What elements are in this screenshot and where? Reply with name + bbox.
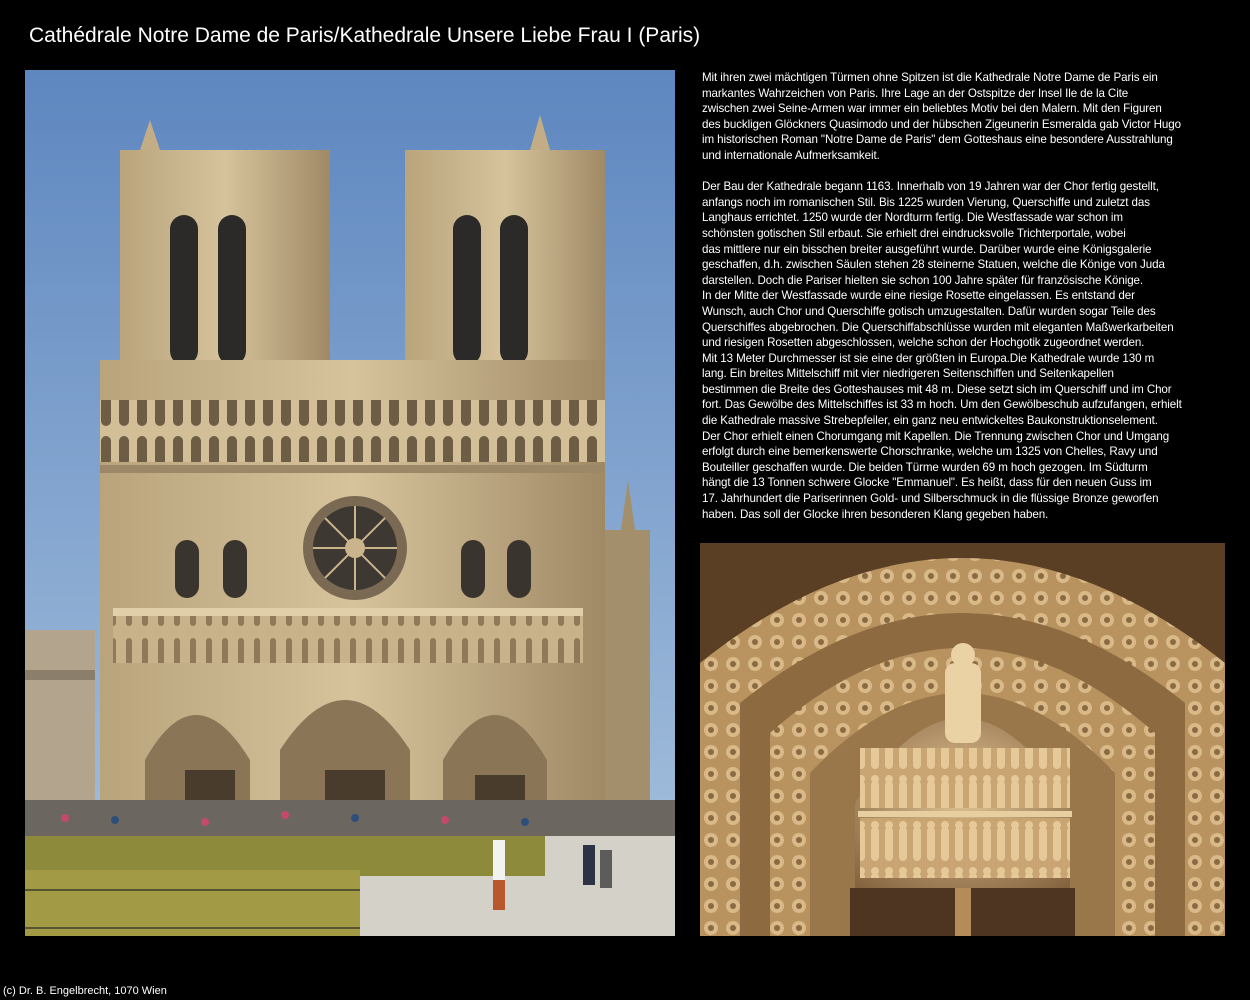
paragraph-history: Der Bau der Kathedrale begann 1163. Innerhalb von 19 Jahren war der Chor fertig gestellt, anfangs noch im romanischen Stil. Bis 1225 wurden Vierung, Querschiffe und zuletzt das Langhaus errichtet. 1250 wurde der Nordturm fertig. Die Westfassade war schon im schönsten gotischen Stil erbaut. Sie erhielt drei eindrucksvolle Trichterportale, wobei das mittlere nur ein bisschen breiter ausgeführt wurde. Darüber wurde eine Königsgalerie geschaffen, d.h. zwischen Säulen stehen 28 steinerne Statuen, welche die Könige von Juda darstellen. Doch die Pariser hielten sie schon 100 Jahre später für französische Könige. In der Mitte der Westfassade wurde eine riesige Rosette eingelassen. Es entstand der Wunsch, auch Chor und Querschiffe gotisch umzugestalten. Dafür wurden sogar Teile des Querschiffes abgebrochen. Die Querschiffabschlüsse wurden mit eleganten Maßwerkarbeiten und riesigen Rosetten abgeschlossen, welche schon der Hochgotik zugeordnet werden. Mit 13 Meter Durchmesser ist sie eine der größten in Europa.Die Kathedrale wurde 130 m lang. Ein breites Mittelschiff mit vier niedrigeren Seitenschiffen und Seitenkapellen bestimmen die Breite des Gotteshauses mit 48 m. Diese setzt sich im Querschiff und im Chor fort. Das Gewölbe des Mittelschiffes ist 33 m hoch. Um den Gewölbeschub aufzufangen, erhielt die Kathedrale massive Strebepfeiler, ein ganz neu entwickeltes Baukonstruktionselement. Der Chor erhielt einen Chorumgang mit Kapellen. Die Trennung zwischen Chor und Umgang erfolgt durch eine bemerkenswerte Chorschranke, welche um 1325 von Chelles, Ravy und Bouteiller geschaffen wurde. Die beiden Türme wurden 69 m hoch gezogen. Im Südturm hängt die 13 Tonnen schwere Glocke "Emmanuel". Es heißt, dass für den neuen Guss im 17. Jahrhundert die Pariserinnen Gold- und Silberschmuck in die flüssige Bronze geworfen haben. Das soll der Glocke ihren besonderen Klang gegeben haben.: [702, 180, 1182, 521]
cathedral-facade-photo: [25, 70, 675, 936]
portal-tympanum-photo: [700, 543, 1225, 936]
copyright-footer: (c) Dr. B. Engelbrecht, 1070 Wien: [3, 985, 167, 997]
page-title: Cathédrale Notre Dame de Paris/Kathedrale Unsere Liebe Frau I (Paris): [29, 24, 701, 47]
paragraph-intro: Mit ihren zwei mächtigen Türmen ohne Spitzen ist die Kathedrale Notre Dame de Paris ein markantes Wahrzeichen von Paris. Ihre Lage an der Ostspitze der Insel Ile de la Cite zwischen zwei Seine-Armen war immer ein beliebtes Motiv bei den Malern. Mit den Figuren des buckligen Glöckners Quasimodo und der hübschen Zigeunerin Esmeralda gab Victor Hugo im historischen Roman "Notre Dame de Paris" dem Gotteshaus eine besondere Ausstrahlung und internationale Aufmerksamkeit.: [702, 71, 1181, 162]
article-text: [702, 70, 1217, 538]
